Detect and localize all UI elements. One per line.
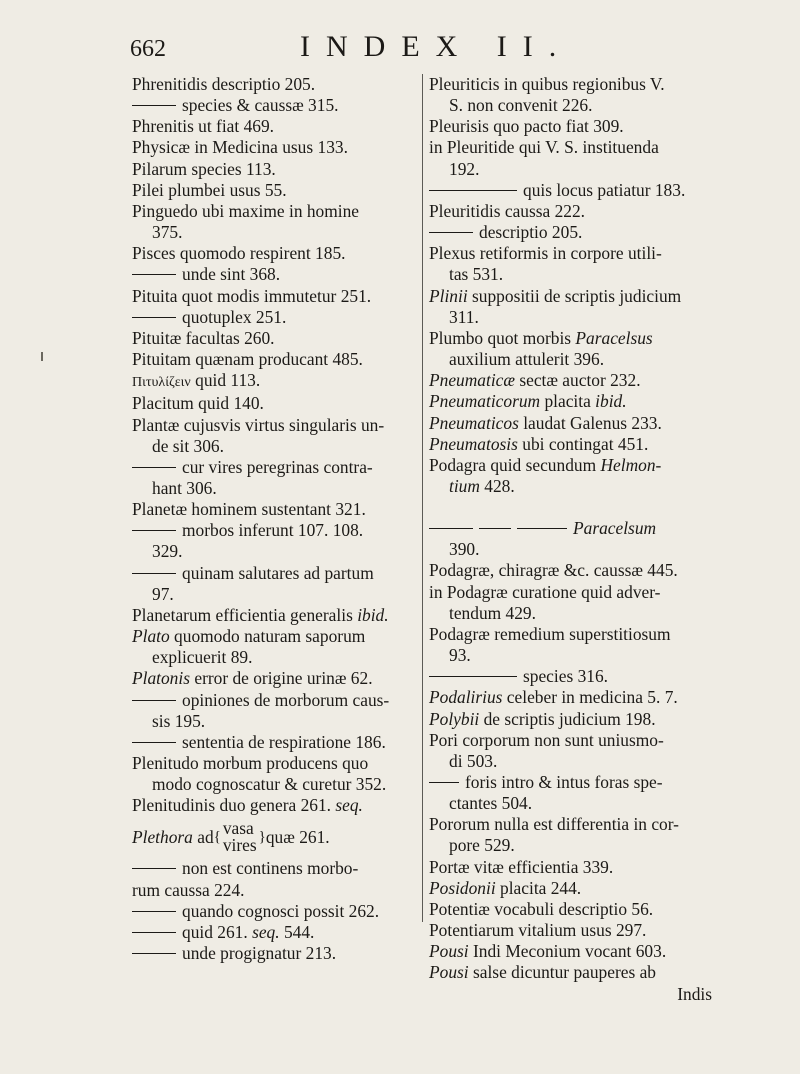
index-entry: Planetarum efficientia generalis ibid. — [132, 604, 389, 625]
index-entry: Pituita quot modis immutetur 251. — [132, 285, 372, 306]
ditto-dash — [479, 528, 511, 529]
right-column — [429, 74, 712, 1005]
index-entry: Plenitudinis duo genera 261. seq. — [132, 795, 363, 816]
index-subentry: species 316. — [429, 666, 712, 687]
index-entry: Plumbo quot morbis Paracelsus auxilium attulerit 396. — [429, 327, 653, 370]
running-title: INDEX II. — [300, 30, 573, 63]
index-subentry: cur vires peregrinas contra- hant 306. — [132, 457, 420, 499]
index-subentry: quis locus patiatur 183. — [429, 180, 712, 201]
index-subentry: Paracelsum 390. — [429, 518, 712, 560]
index-subentry: morbos inferunt 107. 108. 329. — [132, 520, 420, 562]
index-entry: Posidonii placita 244. — [429, 877, 582, 898]
ditto-dash — [429, 190, 517, 191]
index-subentry: sententia de respiratione 186. — [132, 732, 420, 753]
left-brace: { — [213, 828, 221, 845]
page-number: 662 — [130, 36, 166, 62]
index-subentry: opiniones de morborum caus- sis 195. — [132, 690, 420, 732]
index-entry: Pleurisis quo pacto fiat 309. — [429, 116, 624, 137]
index-entry: Podagra quid secundum Helmon- tium 428. — [429, 454, 662, 496]
column-divider — [422, 74, 423, 922]
ditto-dash — [429, 676, 517, 677]
index-entry: Plenitudo morbum producens quo modo cognoscatur & curetur 352. — [132, 753, 387, 795]
index-subentry: quando cognosci possit 262. — [132, 901, 420, 922]
index-entry: in Podagræ curatione quid adver- tendum 429. — [429, 581, 661, 623]
index-entry: Pousi salse dicuntur pauperes ab — [429, 962, 657, 983]
index-entry: Pleuritidis caussa 222. — [429, 200, 586, 221]
ditto-dash — [132, 274, 176, 275]
ditto-dash — [132, 742, 176, 743]
ditto-dash — [517, 528, 567, 529]
index-entry: Placitum quid 140. — [132, 393, 264, 414]
index-subentry: quinam salutares ad partum 97. — [132, 563, 420, 605]
index-entry: Pneumaticorum placita ibid. — [429, 391, 627, 412]
left-column — [132, 74, 420, 964]
ditto-dash — [132, 868, 176, 869]
index-entry: Platonis error de origine urinæ 62. — [132, 668, 373, 689]
index-subentry: non est continens morbo- rum caussa 224. — [132, 858, 359, 900]
index-subentry: descriptio 205. — [429, 222, 712, 243]
index-entry: Pororum nulla est differentia in cor- pore 529. — [429, 814, 679, 856]
index-entry: Plantæ cujusvis virtus singularis un- de sit 306. — [132, 414, 385, 456]
page-header — [0, 30, 800, 70]
index-entry: Podagræ remedium superstitiosum 93. — [429, 623, 671, 666]
ditto-dash — [132, 530, 176, 531]
index-entry: Pinguedo ubi maxime in homine 375. — [132, 200, 360, 243]
index-entry: Physicæ in Medicina usus 133. — [132, 137, 348, 158]
index-subentry: quid 261. seq. 544. — [132, 922, 420, 943]
ditto-dash — [132, 953, 176, 954]
ditto-dash — [132, 932, 176, 933]
index-entry: Polybii de scriptis judicium 198. — [429, 708, 656, 729]
index-entry: Pneumatosis ubi contingat 451. — [429, 433, 649, 454]
index-subentry: unde sint 368. — [132, 264, 420, 285]
index-entry: Πιτυλίζειν quid 113. — [132, 370, 261, 391]
index-subentry: species & caussæ 315. — [132, 95, 420, 116]
margin-mark — [41, 352, 43, 361]
ditto-dash — [132, 105, 176, 106]
index-entry: Pituitam quænam producant 485. — [132, 349, 363, 370]
index-entry: Potentiæ vocabuli descriptio 56. — [429, 898, 654, 919]
index-entry: Plato quomodo naturam saporum explicuerit 89. — [132, 626, 366, 668]
index-subentry: unde progignatur 213. — [132, 943, 420, 964]
index-entry: Plinii suppositii de scriptis judicium 311. — [429, 285, 682, 327]
index-entry: Pneumaticos laudat Galenus 233. — [429, 412, 662, 433]
index-entry: Portæ vitæ efficientia 339. — [429, 856, 614, 877]
ditto-dash — [132, 573, 176, 574]
index-entry: Potentiarum vitalium usus 297. — [429, 920, 647, 941]
index-entry: Pisces quomodo respirent 185. — [132, 243, 346, 264]
index-entry: Pituitæ facultas 260. — [132, 327, 275, 348]
index-entry: Plethora ad { vasa vires } quæ 261. — [132, 818, 330, 856]
index-entry: Phrenitis ut fiat 469. — [132, 116, 275, 137]
index-entry: Pousi Indi Meconium vocant 603. — [429, 941, 667, 962]
index-entry: Pori corporum non sunt uniusmo- di 503. — [429, 729, 664, 771]
index-entry: Pilei plumbei usus 55. — [132, 179, 287, 200]
index-entry: Pilarum species 113. — [132, 158, 276, 179]
ditto-dash — [429, 232, 473, 233]
ditto-dash — [132, 317, 176, 318]
index-entry: Phrenitidis descriptio 205. — [132, 74, 316, 94]
index-entry: Plexus retiformis in corpore utili- tas 531. — [429, 243, 662, 285]
index-entry: in Pleuritide qui V. S. instituenda 192. — [429, 137, 659, 179]
right-brace: } — [258, 828, 266, 845]
index-entry: Planetæ hominem sustentant 321. — [132, 499, 366, 520]
index-subentry: foris intro & intus foras spe- ctantes 504. — [429, 772, 712, 814]
index-entry: Pneumaticæ sectæ auctor 232. — [429, 370, 641, 391]
ditto-dash — [132, 911, 176, 912]
index-entry: Podagræ, chiragræ &c. caussæ 445. — [429, 560, 678, 581]
index-subentry: quotuplex 251. — [132, 307, 420, 328]
index-entry: Podalirius celeber in medicina 5. 7. — [429, 687, 678, 708]
ditto-dash — [132, 467, 176, 468]
ditto-dash — [429, 782, 459, 783]
ditto-dash — [132, 700, 176, 701]
ditto-dash — [429, 528, 473, 529]
catchword: Indis — [677, 983, 712, 1004]
index-entry: Pleuriticis in quibus regionibus V. S. non convenit 226. — [429, 74, 665, 116]
